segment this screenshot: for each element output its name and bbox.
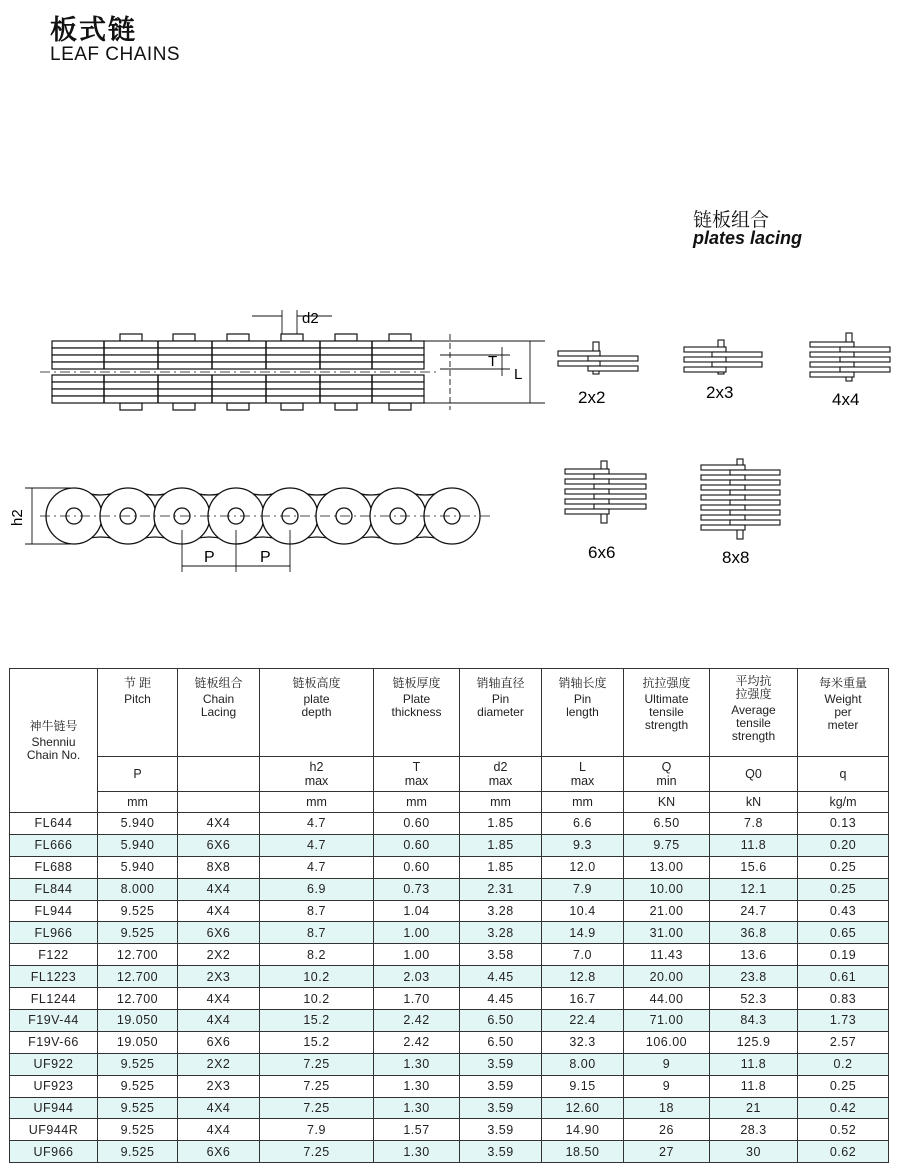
table-row [10, 1010, 889, 1032]
table-cell: 4X4 [178, 878, 260, 900]
table-cell: 4X4 [178, 900, 260, 922]
unit-pin-length: mm [542, 792, 624, 813]
table-row [10, 1031, 889, 1053]
table-cell: 6.6 [542, 813, 624, 835]
table-cell: 11.8 [710, 1053, 798, 1075]
table-cell: UF922 [10, 1053, 98, 1075]
table-cell: 3.59 [460, 1075, 542, 1097]
table-cell: 7.9 [260, 1119, 374, 1141]
table-cell: 1.85 [460, 856, 542, 878]
dim-p-label-1: P [204, 549, 215, 566]
table-cell: 0.62 [798, 1141, 889, 1163]
table-cell: 30 [710, 1141, 798, 1163]
header-pin-length: 销轴长度 Pin length [542, 669, 624, 757]
dim-h2-label: h2 [9, 509, 26, 526]
table-cell: 16.7 [542, 988, 624, 1010]
table-cell: 4X4 [178, 813, 260, 835]
table-row [10, 900, 889, 922]
table-cell: 15.6 [710, 856, 798, 878]
table-cell: 0.83 [798, 988, 889, 1010]
table-cell: 11.8 [710, 834, 798, 856]
table-cell: 1.00 [374, 944, 460, 966]
chain-side-view [40, 488, 490, 544]
symbol-lacing [178, 757, 260, 792]
table-cell: 1.30 [374, 1141, 460, 1163]
table-cell: 2X3 [178, 966, 260, 988]
spec-table [9, 668, 889, 1163]
table-cell: F122 [10, 944, 98, 966]
table-cell: 3.59 [460, 1053, 542, 1075]
table-cell: 1.85 [460, 834, 542, 856]
table-cell: FL1223 [10, 966, 98, 988]
table-cell: 2.42 [374, 1031, 460, 1053]
table-cell: 3.28 [460, 900, 542, 922]
table-cell: 1.57 [374, 1119, 460, 1141]
table-cell: FL666 [10, 834, 98, 856]
header-weight: 每米重量 Weight per meter [798, 669, 889, 757]
table-cell: F19V-66 [10, 1031, 98, 1053]
table-cell: 6.9 [260, 878, 374, 900]
table-cell: FL1244 [10, 988, 98, 1010]
unit-pitch: mm [98, 792, 178, 813]
unit-lacing [178, 792, 260, 813]
table-cell: 2.31 [460, 878, 542, 900]
dim-d2-label: d2 [302, 310, 319, 327]
table-cell: 4.7 [260, 813, 374, 835]
table-cell: 21.00 [624, 900, 710, 922]
table-cell: 18 [624, 1097, 710, 1119]
lacing-2x3-diagram [684, 340, 762, 374]
table-row [10, 966, 889, 988]
table-cell: 0.25 [798, 1075, 889, 1097]
lacing-title-en: plates lacing [693, 228, 803, 248]
table-cell: 31.00 [624, 922, 710, 944]
header-average-tensile: 平均抗 拉强度 Average tensile strength [710, 669, 798, 757]
table-cell: 12.700 [98, 988, 178, 1010]
table-cell: 6X6 [178, 1141, 260, 1163]
table-cell: 9.525 [98, 1075, 178, 1097]
table-cell: 2.42 [374, 1010, 460, 1032]
lacing-2x2-diagram [558, 342, 638, 374]
table-cell: 1.70 [374, 988, 460, 1010]
table-cell: 4X4 [178, 1010, 260, 1032]
unit-weight: kg/m [798, 792, 889, 813]
table-cell: UF923 [10, 1075, 98, 1097]
symbol-weight: q [798, 757, 889, 792]
table-cell: 3.59 [460, 1141, 542, 1163]
table-cell: 8.7 [260, 900, 374, 922]
table-cell: 0.60 [374, 856, 460, 878]
table-cell: 13.6 [710, 944, 798, 966]
table-cell: 6.50 [624, 813, 710, 835]
table-row [10, 1075, 889, 1097]
table-cell: 3.58 [460, 944, 542, 966]
table-cell: FL966 [10, 922, 98, 944]
lacing-label-2x3: 2x3 [706, 383, 734, 402]
table-row [10, 1053, 889, 1075]
table-cell: 4.7 [260, 856, 374, 878]
table-cell: 4.7 [260, 834, 374, 856]
table-cell: 26 [624, 1119, 710, 1141]
table-cell: 9.525 [98, 1097, 178, 1119]
table-row [10, 944, 889, 966]
table-cell: 10.2 [260, 966, 374, 988]
table-cell: 6.50 [460, 1031, 542, 1053]
table-cell: 0.65 [798, 922, 889, 944]
table-cell: 15.2 [260, 1010, 374, 1032]
table-cell: 1.85 [460, 813, 542, 835]
table-cell: 21 [710, 1097, 798, 1119]
lacing-6x6-diagram [565, 461, 646, 523]
table-cell: 12.700 [98, 966, 178, 988]
header-chain-no: 神牛链号 Shenniu Chain No. [10, 669, 98, 813]
table-row [10, 1119, 889, 1141]
table-cell: 5.940 [98, 834, 178, 856]
table-cell: 8.7 [260, 922, 374, 944]
table-cell: 2X2 [178, 944, 260, 966]
table-row [10, 856, 889, 878]
table-cell: 12.8 [542, 966, 624, 988]
table-cell: 28.3 [710, 1119, 798, 1141]
header-plate-thickness: 链板厚度 Plate thickness [374, 669, 460, 757]
table-cell: 6X6 [178, 1031, 260, 1053]
lacing-8x8-diagram [701, 459, 780, 539]
table-cell: 19.050 [98, 1010, 178, 1032]
table-cell: 27 [624, 1141, 710, 1163]
page-title-cn: 板式链 [50, 15, 137, 46]
table-cell: 10.2 [260, 988, 374, 1010]
header-pitch: 节 距 Pitch [98, 669, 178, 757]
table-cell: 0.25 [798, 878, 889, 900]
table-cell: FL844 [10, 878, 98, 900]
table-cell: 7.25 [260, 1053, 374, 1075]
table-cell: 0.42 [798, 1097, 889, 1119]
table-cell: 6X6 [178, 834, 260, 856]
table-cell: 18.50 [542, 1141, 624, 1163]
table-cell: 12.700 [98, 944, 178, 966]
table-cell: 7.8 [710, 813, 798, 835]
table-cell: 1.73 [798, 1010, 889, 1032]
table-cell: 7.25 [260, 1097, 374, 1119]
table-cell: 9.3 [542, 834, 624, 856]
table-cell: 3.59 [460, 1097, 542, 1119]
table-cell: 7.25 [260, 1075, 374, 1097]
dim-t-label: T [488, 353, 498, 370]
table-cell: 8X8 [178, 856, 260, 878]
table-cell: 0.20 [798, 834, 889, 856]
dim-l-label: L [514, 366, 523, 383]
unit-pin-diameter: mm [460, 792, 542, 813]
table-cell: 15.2 [260, 1031, 374, 1053]
table-cell: 8.00 [542, 1053, 624, 1075]
table-cell: 10.00 [624, 878, 710, 900]
table-cell: 71.00 [624, 1010, 710, 1032]
table-cell: 9 [624, 1075, 710, 1097]
table-cell: 0.60 [374, 834, 460, 856]
table-row [10, 988, 889, 1010]
table-cell: 0.52 [798, 1119, 889, 1141]
symbol-ultimate-tensile: Q min [624, 757, 710, 792]
table-cell: 7.9 [542, 878, 624, 900]
symbol-pin-length: L max [542, 757, 624, 792]
table-cell: 52.3 [710, 988, 798, 1010]
lacing-label-6x6: 6x6 [588, 543, 616, 562]
table-row [10, 1141, 889, 1163]
table-cell: 3.59 [460, 1119, 542, 1141]
table-cell: 6.50 [460, 1010, 542, 1032]
table-cell: 2X2 [178, 1053, 260, 1075]
header-chain-lacing: 链板组合 Chain Lacing [178, 669, 260, 757]
table-cell: 1.00 [374, 922, 460, 944]
table-cell: 0.19 [798, 944, 889, 966]
lacing-label-8x8: 8x8 [722, 548, 750, 567]
unit-ultimate-tensile: KN [624, 792, 710, 813]
table-cell: FL644 [10, 813, 98, 835]
page-title-en: LEAF CHAINS [50, 44, 181, 65]
table-cell: 23.8 [710, 966, 798, 988]
table-cell: 10.4 [542, 900, 624, 922]
table-cell: 9.525 [98, 900, 178, 922]
table-cell: 1.04 [374, 900, 460, 922]
header-ultimate-tensile: 抗拉强度 Ultimate tensile strength [624, 669, 710, 757]
table-cell: 2.57 [798, 1031, 889, 1053]
table-row [10, 922, 889, 944]
table-cell: 2.03 [374, 966, 460, 988]
table-cell: 14.90 [542, 1119, 624, 1141]
chain-top-view [40, 334, 440, 410]
table-cell: 0.73 [374, 878, 460, 900]
table-cell: 13.00 [624, 856, 710, 878]
table-cell: 12.0 [542, 856, 624, 878]
table-cell: 4X4 [178, 988, 260, 1010]
table-row [10, 813, 889, 835]
table-cell: 9.75 [624, 834, 710, 856]
unit-average-tensile: kN [710, 792, 798, 813]
table-cell: 4.45 [460, 988, 542, 1010]
symbol-average-tensile: Q0 [710, 757, 798, 792]
table-cell: 1.30 [374, 1075, 460, 1097]
table-cell: FL944 [10, 900, 98, 922]
lacing-label-2x2: 2x2 [578, 388, 606, 407]
table-cell: 12.60 [542, 1097, 624, 1119]
table-cell: 4X4 [178, 1119, 260, 1141]
symbol-plate-depth: h2 max [260, 757, 374, 792]
table-row [10, 878, 889, 900]
table-cell: 84.3 [710, 1010, 798, 1032]
table-cell: 6X6 [178, 922, 260, 944]
spec-table-body [10, 813, 889, 1163]
unit-plate-depth: mm [260, 792, 374, 813]
table-cell: 1.30 [374, 1097, 460, 1119]
table-cell: UF966 [10, 1141, 98, 1163]
table-cell: 32.3 [542, 1031, 624, 1053]
unit-plate-thickness: mm [374, 792, 460, 813]
table-row [10, 1097, 889, 1119]
table-cell: 9 [624, 1053, 710, 1075]
table-cell: 20.00 [624, 966, 710, 988]
table-cell: 8.2 [260, 944, 374, 966]
table-cell: 125.9 [710, 1031, 798, 1053]
table-cell: 9.525 [98, 1053, 178, 1075]
table-cell: 9.525 [98, 1119, 178, 1141]
table-cell: 5.940 [98, 856, 178, 878]
symbol-pitch: P [98, 757, 178, 792]
header-pin-diameter: 销轴直径 Pin diameter [460, 669, 542, 757]
table-cell: 9.525 [98, 922, 178, 944]
table-cell: 14.9 [542, 922, 624, 944]
table-cell: 19.050 [98, 1031, 178, 1053]
table-cell: UF944R [10, 1119, 98, 1141]
dim-p-label-2: P [260, 549, 271, 566]
table-cell: 11.8 [710, 1075, 798, 1097]
symbol-plate-thickness: T max [374, 757, 460, 792]
table-cell: 7.25 [260, 1141, 374, 1163]
header-plate-depth: 链板高度 plate depth [260, 669, 374, 757]
table-cell: 2X3 [178, 1075, 260, 1097]
table-cell: FL688 [10, 856, 98, 878]
table-cell: 5.940 [98, 813, 178, 835]
table-row [10, 834, 889, 856]
table-cell: 0.43 [798, 900, 889, 922]
table-cell: 4.45 [460, 966, 542, 988]
table-cell: 0.13 [798, 813, 889, 835]
table-cell: 24.7 [710, 900, 798, 922]
table-cell: 4X4 [178, 1097, 260, 1119]
table-cell: 1.30 [374, 1053, 460, 1075]
lacing-title-cn: 链板组合 [693, 209, 770, 231]
table-cell: 0.2 [798, 1053, 889, 1075]
table-cell: 44.00 [624, 988, 710, 1010]
table-cell: 8.000 [98, 878, 178, 900]
symbol-pin-diameter: d2 max [460, 757, 542, 792]
table-cell: 9.15 [542, 1075, 624, 1097]
table-cell: UF944 [10, 1097, 98, 1119]
table-cell: 0.61 [798, 966, 889, 988]
table-cell: 106.00 [624, 1031, 710, 1053]
table-cell: 3.28 [460, 922, 542, 944]
table-cell: 9.525 [98, 1141, 178, 1163]
table-cell: 0.60 [374, 813, 460, 835]
lacing-label-4x4: 4x4 [832, 390, 860, 409]
lacing-4x4-diagram [810, 333, 890, 381]
table-cell: 7.0 [542, 944, 624, 966]
table-cell: 11.43 [624, 944, 710, 966]
table-cell: 36.8 [710, 922, 798, 944]
table-cell: F19V-44 [10, 1010, 98, 1032]
table-cell: 12.1 [710, 878, 798, 900]
table-cell: 0.25 [798, 856, 889, 878]
table-cell: 22.4 [542, 1010, 624, 1032]
